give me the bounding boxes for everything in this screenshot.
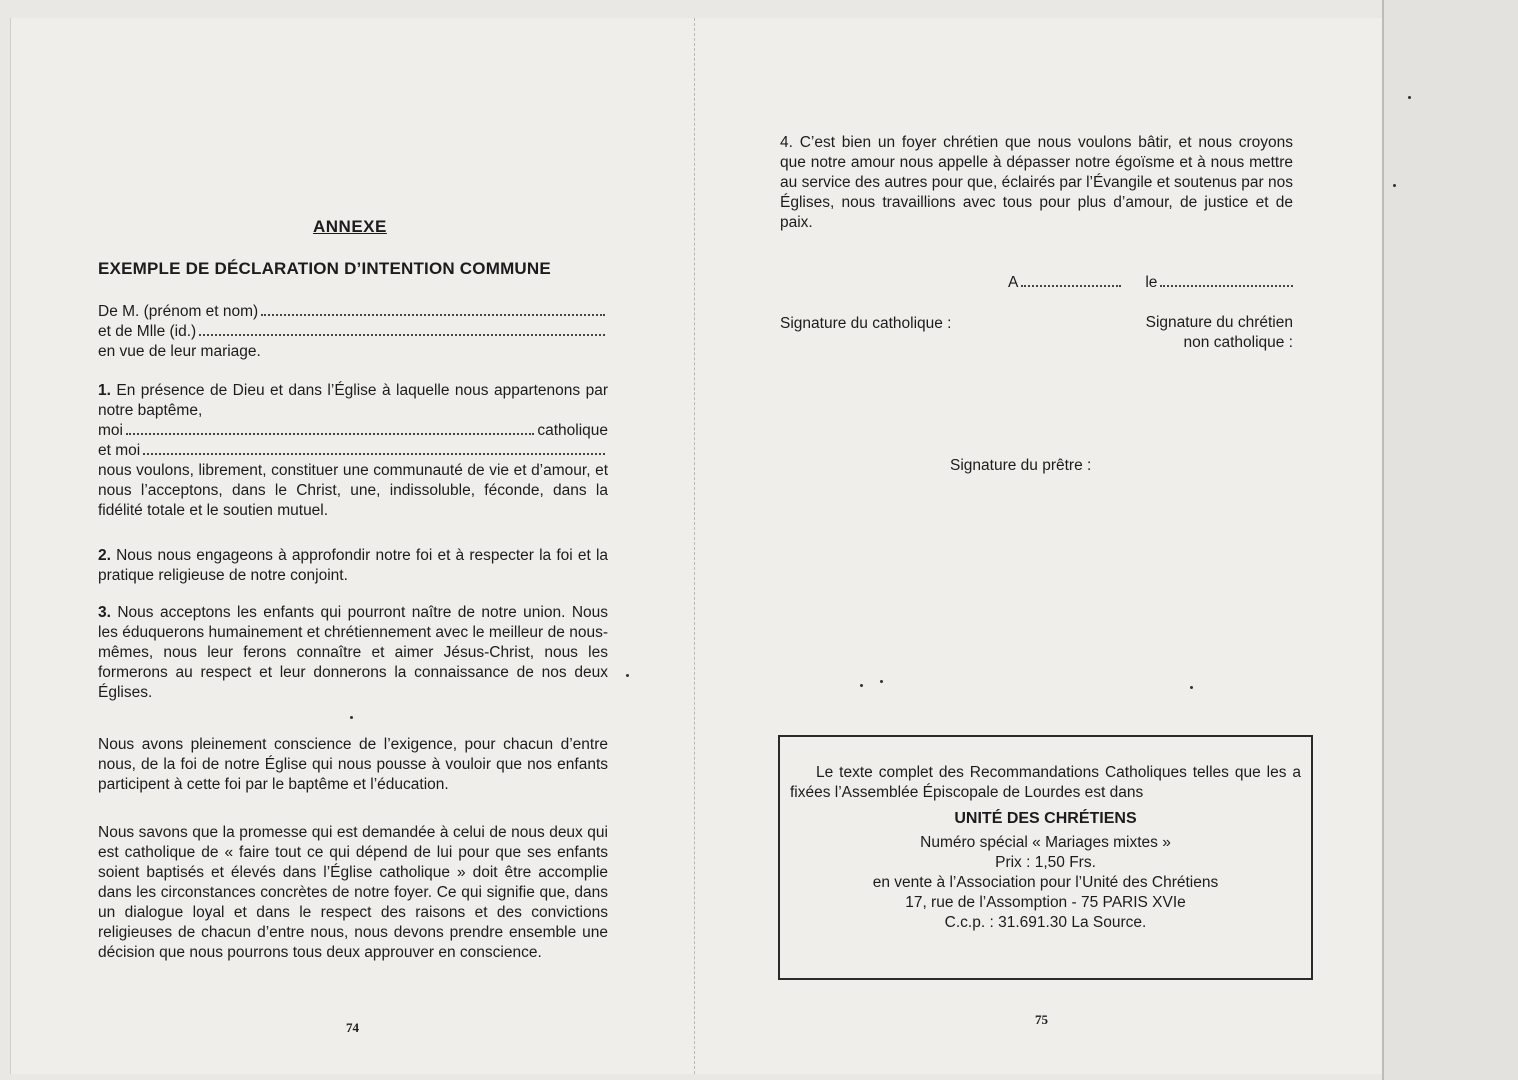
para4r-number: 4. [780,134,793,151]
para2-number: 2. [98,547,111,564]
paragraph-1 [98,381,608,521]
box-line5: C.c.p. : 31.691.30 La Source. [944,914,1147,931]
scan-speck [860,684,863,687]
moi1-suffix: catholique [537,422,608,439]
para1-rest: nous voulons, librement, constituer une communauté de vie et d’amour, et nous l’acceptons, dans le Christ, une, indissoluble, féconde, dans la fidélité totale et le soutien mutuel. [98,462,608,519]
paragraph-5: Nous savons que la promesse qui est demandée à celui de nous deux qui est catholique de « faire tout ce qui dépend de lui pour que ses enfants soient baptisés et élevés dans l’Église catholique » doit être accomplie dans les circonstances concrètes de notre foyer. Ce qui signifie que, dans un dialogue loyal et dans le respect des raisons et des convictions religieuses de chacun d’entre nous, nous devons prendre ensemble une décision que nous pourrons tous deux approuver en conscience. [98,824,608,961]
date-dots [1160,285,1293,287]
paragraph-2 [98,546,608,586]
header-lines [98,302,608,362]
para1-number: 1. [98,382,111,399]
name-label-mlle: et de Mlle (id.) [98,323,197,340]
signature-christian-line1: Signature du chrétien [1145,314,1293,331]
annex-title: ANNEXE [313,217,387,236]
moi1-label: moi [98,422,123,439]
paragraph-4-right [780,133,1293,233]
signature-christian-line2: non catholique : [1183,334,1293,351]
scan-speck [1190,686,1193,689]
declaration-title: EXEMPLE DE DÉCLARATION D’INTENTION COMMUNE [98,259,551,278]
paragraph-4: Nous avons pleinement conscience de l’exigence, pour chacun d’entre nous, de la foi de notre Église qui nous pousse à vouloir que nos enfants participent à cette foi par le baptême et l’éducation. [98,736,608,793]
page-number-right: 75 [1035,1012,1048,1027]
moi-catholic-line [98,421,608,441]
paragraph-3 [98,603,608,703]
scanner-edge [1382,0,1518,1080]
scan-speck [880,680,883,683]
signature-christian [1080,313,1293,353]
scan-speck [1393,184,1396,187]
para1-intro: En présence de Dieu et dans l’Église à laquelle nous appartenons par notre baptême, [98,382,608,419]
moi2-label: et moi [98,442,141,459]
scan-speck [350,716,353,719]
box-title: UNITÉ DES CHRÉTIENS [954,810,1137,827]
moi-other-line [98,441,608,461]
box-intro: Le texte complet des Recommandations Catholiques telles que les a fixées l’Assemblée Épiscopale de Lourdes est dans [790,764,1301,801]
page-fold [694,18,695,1074]
place-date-line [1008,273,1293,293]
signature-priest: Signature du prêtre : [950,457,1092,474]
scan-speck [1408,96,1411,99]
page-number-left: 74 [346,1020,359,1035]
box-line1: Numéro spécial « Mariages mixtes » [920,834,1171,851]
scan-speck [626,674,629,677]
para4r-text: C’est bien un foyer chrétien que nous voulons bâtir, et nous croyons que notre amour nous appelle à dépasser notre égoïsme et à nous mettre au service des autres pour que, éclairés par l’Évangile et soutenus par nos Églises, nous travaillions avec tous pour plus d’amour, de justice et de paix. [780,134,1293,231]
signature-catholic: Signature du catholique : [780,315,952,332]
para3-text: Nous acceptons les enfants qui pourront naître de notre union. Nous les éduquerons humainement et chrétiennement avec le meilleur de nous-mêmes, nous leur ferons connaître et aimer Jésus-Christ, nous les formerons au respect et leur donnerons la connaissance de nos deux Églises. [98,604,608,701]
para3-number: 3. [98,604,111,621]
name-label-m: De M. (prénom et nom) [98,303,259,320]
name-line-m [98,302,608,322]
box-line2: Prix : 1,50 Frs. [995,854,1096,871]
box-line4: 17, rue de l’Assomption - 75 PARIS XVIe [905,894,1186,911]
place-dots [1021,285,1121,287]
name-line-mlle [98,322,608,342]
info-box [778,735,1313,980]
para2-text: Nous nous engageons à approfondir notre foi et à respecter la foi et la pratique religieuse de notre conjoint. [98,547,609,584]
date-label: le [1145,274,1158,291]
place-label: A [1008,274,1019,291]
box-line3: en vente à l’Association pour l’Unité des Chrétiens [872,874,1219,891]
mariage-line: en vue de leur mariage. [98,343,261,360]
